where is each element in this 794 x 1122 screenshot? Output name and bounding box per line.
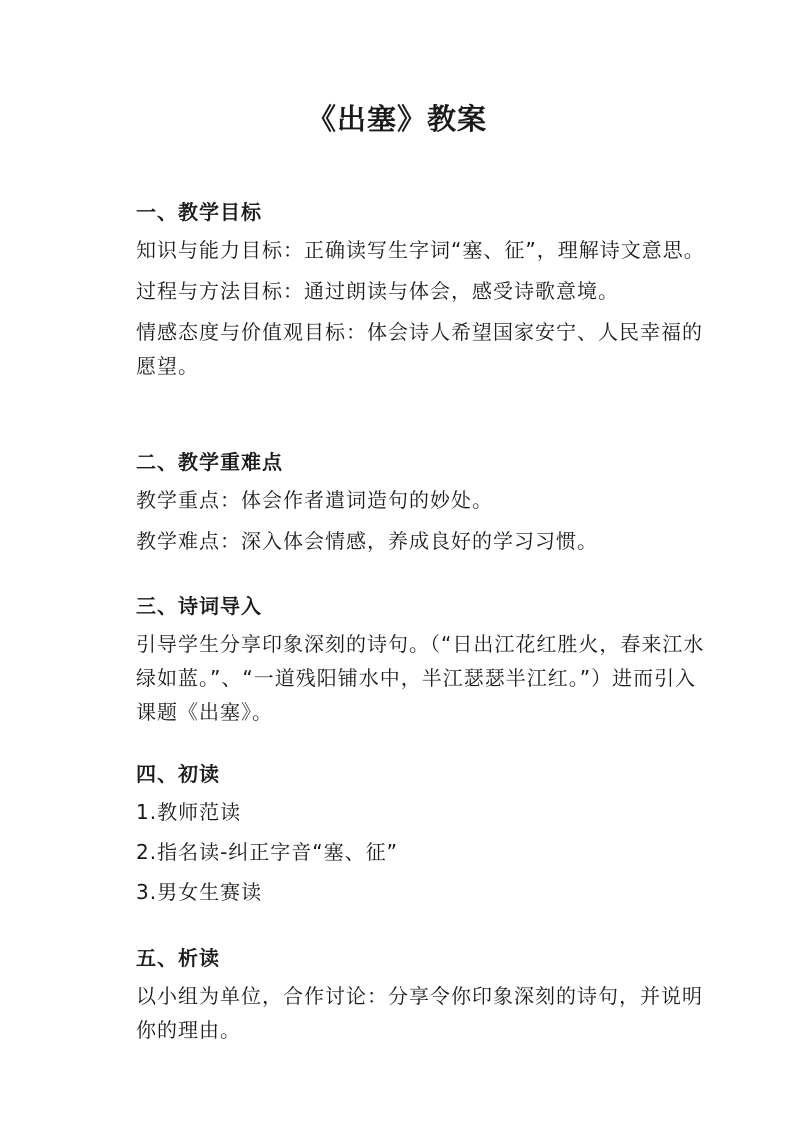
paragraph: 知识与能力目标：正确读写生字词“塞、征”，理解诗文意思。 — [136, 238, 705, 262]
list-item: 3.男女生赛读 — [136, 880, 263, 904]
list-item: 2.指名读-纠正字音“塞、征” — [136, 840, 399, 864]
section-first-reading — [136, 760, 711, 915]
section-heading: 一、教学目标 — [136, 200, 262, 224]
section-poem-intro — [136, 592, 711, 736]
section-heading: 五、析读 — [136, 946, 220, 970]
list-item: 1.教师范读 — [136, 800, 242, 824]
paragraph: 以小组为单位，合作讨论：分享令你印象深刻的诗句，并说明你的理由。 — [136, 984, 703, 1042]
paragraph: 情感态度与价值观目标：体会诗人希望国家安宁、人民幸福的愿望。 — [136, 320, 703, 378]
section-heading: 四、初读 — [136, 762, 220, 786]
section-heading: 三、诗词导入 — [136, 594, 262, 618]
section-teaching-goals — [136, 198, 711, 390]
paragraph: 引导学生分享印象深刻的诗句。（“日出江花红胜火，春来江水绿如蓝。”、“一道残阳铺水中，半江瑟瑟半江红。”）进而引入课题《出塞》。 — [136, 632, 705, 724]
paragraph: 教学难点：深入体会情感，养成良好的学习习惯。 — [136, 529, 598, 553]
section-key-difficulties — [136, 448, 711, 565]
paragraph: 教学重点：体会作者遣词造句的妙处。 — [136, 488, 493, 512]
paragraph: 过程与方法目标：通过朗读与体会，感受诗歌意境。 — [136, 279, 619, 303]
document-title: 《出塞》教案 — [306, 102, 487, 136]
section-analytic-reading — [136, 944, 711, 1054]
section-heading: 二、教学重难点 — [136, 450, 283, 474]
